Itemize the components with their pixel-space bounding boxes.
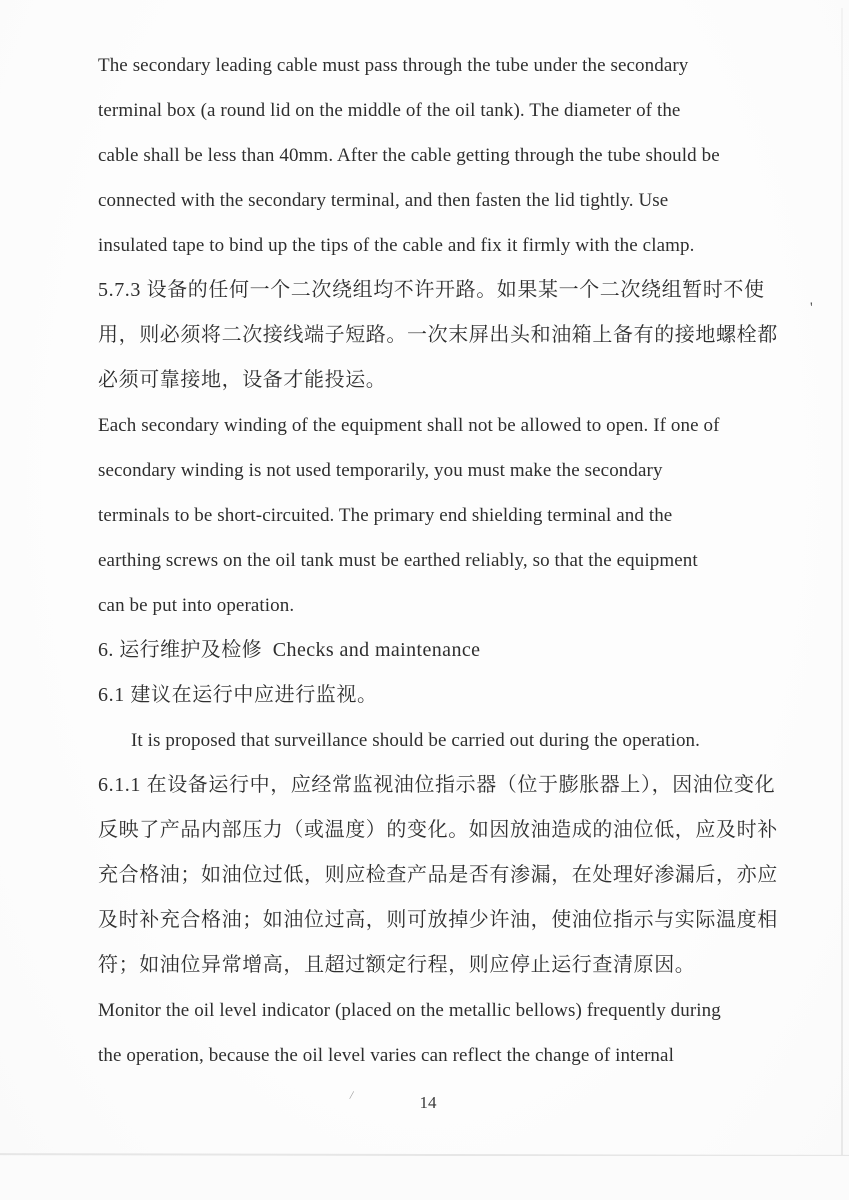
- text-line-19: 充合格油；如油位过低，则应检查产品是否有渗漏，在处理好渗漏后，亦应: [98, 864, 778, 886]
- text-line-21: 符；如油位异常增高，且超过额定行程，则应停止运行查清原因。: [98, 954, 696, 976]
- scan-speck-quote: ': [810, 300, 813, 316]
- text-line-7: 用，则必须将二次接线端子短路。一次末屏出头和油箱上备有的接地螺栓都: [98, 324, 778, 346]
- page-number: 14: [419, 1093, 437, 1112]
- text-line-13: can be put into operation.: [98, 595, 295, 616]
- text-line-16: It is proposed that surveillance should be carried out during the operation.: [131, 730, 700, 751]
- text-line-15: 6.1 建议在运行中应进行监视。: [98, 684, 378, 706]
- document-text-block: [98, 43, 788, 1078]
- text-line-8: 必须可靠接地，设备才能投运。: [98, 369, 387, 391]
- text-line-2: terminal box (a round lid on the middle of the oil tank). The diameter of the: [98, 100, 681, 121]
- text-line-22: Monitor the oil level indicator (placed on the metallic bellows) frequently during: [98, 1000, 721, 1021]
- text-line-4: connected with the secondary terminal, and then fasten the lid tightly. Use: [98, 190, 669, 211]
- text-line-11: terminals to be short-circuited. The primary end shielding terminal and the: [98, 505, 673, 526]
- scan-edge-line-right: [841, 8, 843, 1200]
- scan-speck-slash: /: [348, 1087, 355, 1103]
- text-line-5: insulated tape to bind up the tips of the cable and fix it firmly with the clamp.: [98, 235, 695, 256]
- scan-bottom-strip: [0, 1156, 849, 1200]
- text-line-3: cable shall be less than 40mm. After the cable getting through the tube should be: [98, 145, 720, 166]
- text-line-23: the operation, because the oil level varies can reflect the change of internal: [98, 1045, 674, 1066]
- text-line-18: 反映了产品内部压力（或温度）的变化。如因放油造成的油位低，应及时补: [98, 819, 778, 841]
- text-line-12: earthing screws on the oil tank must be earthed reliably, so that the equipment: [98, 550, 698, 571]
- text-line-20: 及时补充合格油；如油位过高，则可放掉少许油，使油位指示与实际温度相: [98, 909, 778, 931]
- text-line-6: 5.7.3 设备的任何一个二次绕组均不许开路。如果某一个二次绕组暂时不使: [98, 279, 765, 301]
- text-line-17: 6.1.1 在设备运行中，应经常监视油位指示器（位于膨胀器上），因油位变化: [98, 774, 776, 796]
- text-line-10: secondary winding is not used temporarily, you must make the secondary: [98, 460, 663, 481]
- text-line-1: The secondary leading cable must pass through the tube under the secondary: [98, 55, 689, 76]
- text-line-9: Each secondary winding of the equipment shall not be allowed to open. If one of: [98, 415, 720, 436]
- text-line-14: 6. 运行维护及检修 Checks and maintenance: [98, 639, 481, 661]
